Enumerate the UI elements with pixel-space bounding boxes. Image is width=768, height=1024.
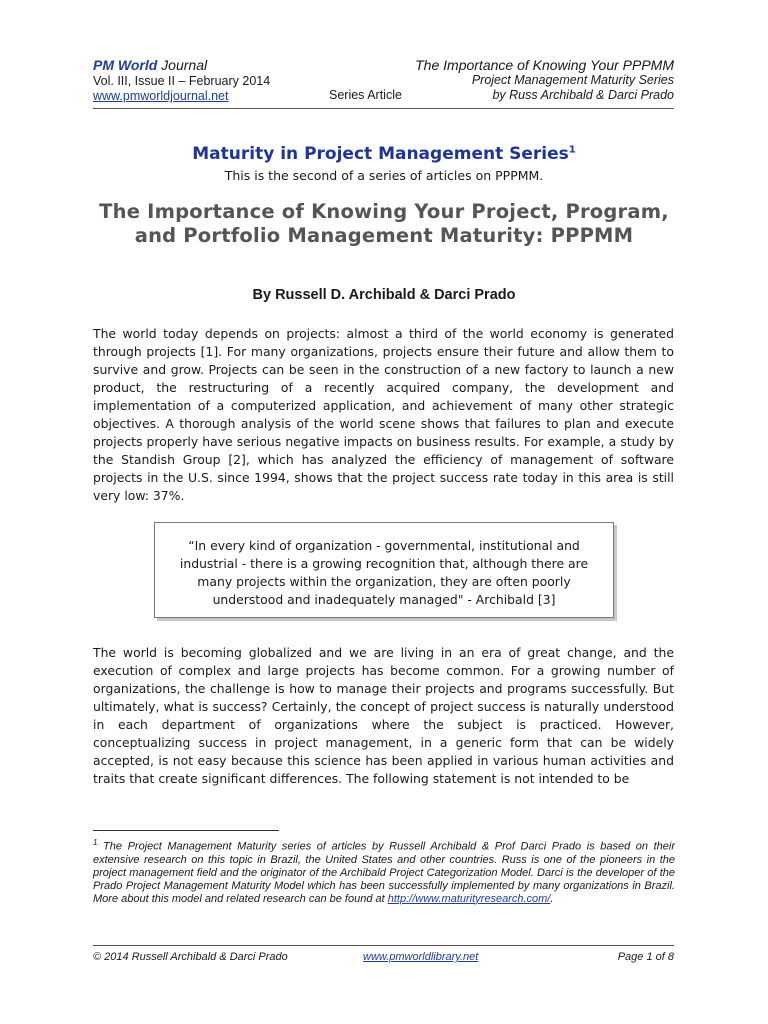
journal-name bbox=[93, 58, 270, 74]
series-title-text: Maturity in Project Management Series bbox=[192, 144, 569, 164]
journal-name-pm: PM World bbox=[93, 57, 158, 73]
footnote-mark: 1 bbox=[93, 838, 98, 847]
footnote-text: The Project Management Maturity series of articles by Russell Archibald & Prof Darci Prado is based on their extensive research on this topic in Brazil, the United States and other countries. Russ is one of the pioneers in the project management field and the originator of the Archibald Project Categorization Model. Darci is the developer of the Prado Project Management Maturity Model which has been successfully implemented by many organizations in Brazil. More about this model and related research can be found at bbox=[93, 840, 675, 905]
header-series-name: Project Management Maturity Series bbox=[471, 73, 674, 87]
pull-quote-text: “In every kind of organization - governmental, institutional and industrial - there is a growing recognition that, although there are many projects within the organization, they are often poorly understood and inadequately managed" - Archibald [3] bbox=[179, 538, 589, 607]
footnote-divider bbox=[93, 830, 279, 831]
body-paragraph-1: The world today depends on projects: almost a third of the world economy is generated through projects [1]. For many organizations, projects ensure their future and allow them to survive and grow. Projects can be seen in the construction of a new factory to launch a new product, the restructuring of a recently acquired company, the development and implementation of a computerized application, and achievement of many other strategic objectives. A thorough analysis of the world scene shows that failures to plan and execute projects properly have serious negative impacts on business results. For example, a study by the Standish Group [2], which has analyzed the efficiency of management of software projects in the U.S. since 1994, shows that the project success rate today in this area is still very low: 37%. bbox=[93, 326, 674, 503]
journal-name-rest: Journal bbox=[157, 57, 208, 73]
page-footer bbox=[93, 951, 674, 966]
footnote bbox=[93, 836, 675, 906]
header-divider bbox=[93, 108, 674, 109]
series-title bbox=[0, 144, 768, 164]
footer-website-link[interactable]: www.pmworldlibrary.net bbox=[363, 951, 479, 963]
footnote-link[interactable]: http://www.maturityresearch.com/ bbox=[387, 892, 551, 905]
body-paragraph-2: The world is becoming globalized and we are living in an era of great change, and the execution of complex and large projects has become common. For a growing number of organizations, the challenge is how to manage their projects and programs successfully. But ultimately, what is success? Certainly, the concept of project success is naturally understood in each department of organizations where the subject is practiced. However, conceptualizing success in project management, in a generic form that can be widely accepted, is not easy because this science has been applied in various human activities and traits that create significant differences. The following statement is not intended to be bbox=[93, 645, 674, 786]
series-subtitle: This is the second of a series of articles on PPPMM. bbox=[224, 168, 544, 183]
pull-quote-box bbox=[154, 522, 614, 618]
footer-copyright: © 2014 Russell Archibald & Darci Prado bbox=[93, 951, 288, 963]
page-header bbox=[93, 58, 674, 108]
header-authors: by Russ Archibald & Darci Prado bbox=[492, 88, 674, 102]
footer-page-number: Page 1 of 8 bbox=[617, 951, 674, 963]
header-article-title: The Importance of Knowing Your PPPMM bbox=[415, 57, 674, 73]
footer-divider bbox=[93, 945, 674, 946]
footnote-after-link: . bbox=[550, 892, 554, 905]
article-type: Series Article bbox=[329, 88, 402, 102]
header-left bbox=[93, 58, 270, 104]
article-title: The Importance of Knowing Your Project, Program, and Portfolio Management Maturity: PPPMM bbox=[99, 200, 669, 247]
header-right bbox=[415, 58, 674, 103]
series-footnote-mark[interactable]: 1 bbox=[568, 144, 576, 156]
journal-volume: Vol. III, Issue II – February 2014 bbox=[93, 74, 271, 88]
journal-website-link[interactable]: www.pmworldjournal.net bbox=[93, 89, 229, 103]
article-byline: By Russell D. Archibald & Darci Prado bbox=[252, 287, 516, 303]
